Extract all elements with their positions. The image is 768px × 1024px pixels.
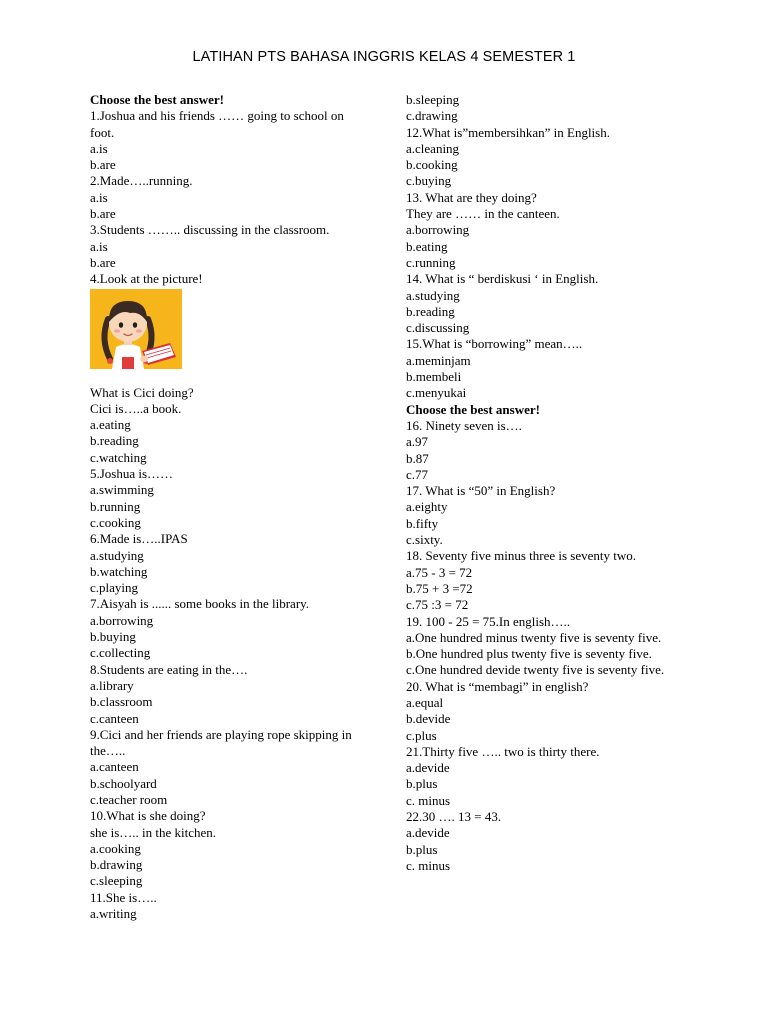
option-a: a.canteen bbox=[90, 759, 139, 775]
option-a: a.library bbox=[90, 677, 134, 693]
question-17 bbox=[406, 483, 674, 548]
left-column bbox=[90, 92, 362, 922]
option-c: c.discussing bbox=[406, 320, 470, 336]
option-c: c.sixty. bbox=[406, 532, 443, 548]
option-c: c.playing bbox=[90, 580, 139, 596]
option-a: a.swimming bbox=[90, 482, 154, 498]
question-text: 14. What is “ berdiskusi ‘ in English. bbox=[406, 271, 599, 287]
sub-question-text: What is Cici doing? bbox=[90, 384, 194, 400]
option-b: b.membeli bbox=[406, 369, 462, 385]
question-text: 19. 100 - 25 = 75.In english….. bbox=[406, 613, 571, 629]
question-16 bbox=[406, 418, 674, 483]
question-14 bbox=[406, 271, 674, 336]
option-c: c.77 bbox=[406, 466, 429, 482]
question-text: 17. What is “50” in English? bbox=[406, 483, 556, 499]
question-text: 16. Ninety seven is…. bbox=[406, 417, 522, 433]
option-b: b.are bbox=[90, 254, 116, 270]
option-a: a.devide bbox=[406, 825, 450, 841]
question-text: 8.Students are eating in the…. bbox=[90, 661, 248, 677]
option-a: a.cleaning bbox=[406, 140, 460, 156]
question-15 bbox=[406, 336, 674, 401]
option-b: b.cooking bbox=[406, 157, 458, 173]
question-text: 21.Thirty five ….. two is thirty there. bbox=[406, 743, 600, 759]
question-19 bbox=[406, 614, 674, 679]
option-c: c.running bbox=[406, 254, 456, 270]
question-text: 15.What is “borrowing” mean….. bbox=[406, 336, 583, 352]
option-c: c.cooking bbox=[90, 514, 141, 530]
question-text: 4.Look at the picture! bbox=[90, 271, 203, 287]
question-text: 7.Aisyah is ...... some books in the library. bbox=[90, 596, 310, 612]
page-title: LATIHAN PTS BAHASA INGGRIS KELAS 4 SEMESTER 1 bbox=[192, 49, 576, 65]
option-b: b.75 + 3 =72 bbox=[406, 580, 473, 596]
option-a: a.studying bbox=[406, 287, 460, 303]
option-b: b.buying bbox=[90, 629, 136, 645]
question-text: 5.Joshua is…… bbox=[90, 466, 174, 482]
option-c: c.watching bbox=[90, 449, 147, 465]
option-a: a.One hundred minus twenty five is seventy five. bbox=[406, 629, 662, 645]
question-11-continued bbox=[406, 92, 674, 125]
option-a: a.75 - 3 = 72 bbox=[406, 564, 473, 580]
question-text: 2.Made…..running. bbox=[90, 173, 193, 189]
prompt-text: They are …… in the canteen. bbox=[406, 206, 560, 222]
option-b: b.classroom bbox=[90, 694, 153, 710]
option-b: b.running bbox=[90, 498, 141, 514]
option-a: a.eighty bbox=[406, 499, 448, 515]
option-c: c.sleeping bbox=[90, 873, 143, 889]
question-text: 13. What are they doing? bbox=[406, 189, 537, 205]
option-c: c.collecting bbox=[90, 645, 151, 661]
question-text: 9.Cici and her friends are playing rope skipping in the….. bbox=[90, 726, 352, 759]
section-heading: Choose the best answer! bbox=[90, 92, 224, 107]
option-b: b.schoolyard bbox=[90, 775, 157, 791]
question-20 bbox=[406, 679, 674, 744]
option-b: b.plus bbox=[406, 776, 438, 792]
option-c: c. minus bbox=[406, 857, 451, 873]
question-6 bbox=[90, 531, 362, 596]
question-text: 18. Seventy five minus three is seventy two. bbox=[406, 548, 636, 564]
question-text: 6.Made is…..IPAS bbox=[90, 531, 188, 547]
question-text: 10.What is she doing? bbox=[90, 808, 206, 824]
question-4 bbox=[90, 271, 362, 466]
question-2 bbox=[90, 173, 362, 222]
question-5 bbox=[90, 466, 362, 531]
option-b: b.sleeping bbox=[406, 92, 460, 107]
question-18 bbox=[406, 548, 674, 613]
question-3 bbox=[90, 222, 362, 271]
option-c: c.75 :3 = 72 bbox=[406, 597, 469, 613]
option-c: c.canteen bbox=[90, 710, 139, 726]
prompt-text: she is….. in the kitchen. bbox=[90, 824, 217, 840]
section-heading: Choose the best answer! bbox=[406, 401, 540, 417]
option-a: a.devide bbox=[406, 760, 450, 776]
option-b: b.fifty bbox=[406, 515, 439, 531]
question-9 bbox=[90, 727, 362, 808]
option-b: b.are bbox=[90, 157, 116, 173]
option-a: a.is bbox=[90, 140, 108, 156]
option-b: b.drawing bbox=[90, 857, 143, 873]
question-21 bbox=[406, 744, 674, 809]
option-b: b.reading bbox=[90, 433, 139, 449]
option-c: c. minus bbox=[406, 792, 451, 808]
prompt-text: Cici is…..a book. bbox=[90, 400, 182, 416]
girl-reading-book-icon bbox=[90, 289, 182, 369]
option-b: b.One hundred plus twenty five is seventy five. bbox=[406, 646, 652, 662]
question-7 bbox=[90, 596, 362, 661]
option-a: a.eating bbox=[90, 417, 131, 433]
question-22 bbox=[406, 809, 674, 874]
option-c: c.menyukai bbox=[406, 385, 467, 401]
question-text: 20. What is “membagi” in english? bbox=[406, 678, 589, 694]
option-c: c.buying bbox=[406, 173, 452, 189]
question-12 bbox=[406, 125, 674, 190]
option-b: b.eating bbox=[406, 238, 448, 254]
question-text: 11.She is….. bbox=[90, 889, 157, 905]
option-c: c.plus bbox=[406, 727, 437, 743]
option-c: c.One hundred devide twenty five is seventy five. bbox=[406, 662, 665, 678]
option-b: b.plus bbox=[406, 841, 438, 857]
option-a: a.borrowing bbox=[90, 612, 154, 628]
option-a: a.is bbox=[90, 189, 108, 205]
question-text: 22.30 …. 13 = 43. bbox=[406, 809, 502, 825]
option-a: a.is bbox=[90, 238, 108, 254]
question-text: 12.What is”membersihkan” in English. bbox=[406, 124, 610, 140]
question-1 bbox=[90, 108, 362, 173]
option-a: a.meminjam bbox=[406, 352, 471, 368]
question-text: 3.Students …….. discussing in the classroom. bbox=[90, 222, 330, 238]
option-b: b.87 bbox=[406, 450, 429, 466]
option-a: a.borrowing bbox=[406, 222, 470, 238]
option-b: b.reading bbox=[406, 303, 455, 319]
right-column bbox=[406, 92, 674, 874]
question-8 bbox=[90, 662, 362, 727]
option-c: c.teacher room bbox=[90, 791, 168, 807]
question-11 bbox=[90, 890, 362, 923]
option-a: a.equal bbox=[406, 694, 444, 710]
option-c: c.drawing bbox=[406, 108, 458, 124]
option-a: a.writing bbox=[90, 906, 137, 922]
question-text: 1.Joshua and his friends …… going to school on foot. bbox=[90, 108, 344, 140]
option-b: b.devide bbox=[406, 711, 451, 727]
option-b: b.watching bbox=[90, 563, 148, 579]
option-a: a.97 bbox=[406, 434, 429, 450]
option-b: b.are bbox=[90, 206, 116, 222]
option-a: a.studying bbox=[90, 547, 144, 563]
question-13 bbox=[406, 190, 674, 271]
question-10 bbox=[90, 808, 362, 889]
option-a: a.cooking bbox=[90, 840, 141, 856]
